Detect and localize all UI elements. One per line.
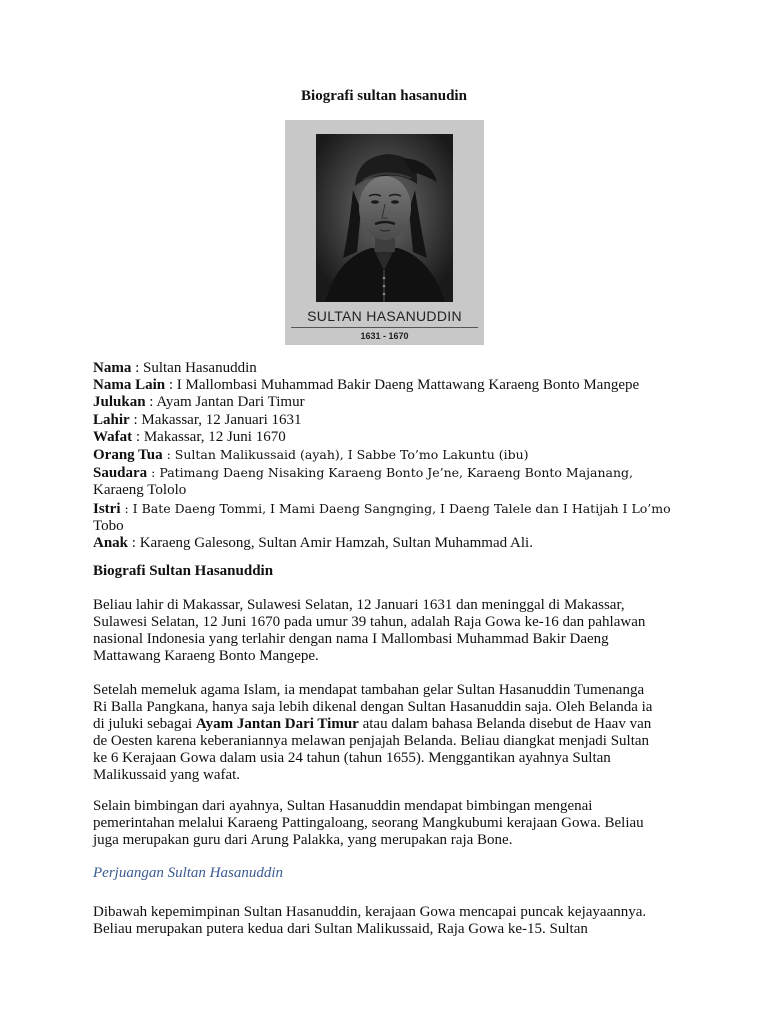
info-label: Saudara	[93, 465, 148, 482]
paragraph-text: atau dalam bahasa Belanda disebut de Haav van	[358, 716, 652, 732]
info-value: : Karaeng Galesong, Sultan Amir Hamzah, Sultan Muhammad Ali.	[128, 535, 533, 552]
info-label: Istri	[93, 500, 121, 517]
info-label: Nama Lain	[93, 377, 166, 394]
info-value: : Patimang Daeng Nisaking Karaeng Bonto Je’ne, Karaeng Bonto Majanang,	[147, 465, 634, 481]
info-value: : Sultan Malikussaid (ayah), I Sabbe To’mo Lakuntu (ibu)	[162, 447, 529, 463]
portrait-image	[285, 120, 484, 345]
paragraph-line: Ri Balla Pangkana, hanya saja lebih dikenal dengan Sultan Hasanuddin saja. Oleh Belanda ia	[93, 699, 653, 715]
paragraph-line: Mattawang Karaeng Bonto Mangepe.	[93, 648, 319, 664]
paragraph-line: Beliau merupakan putera kedua dari Sultan Malikussaid, Raja Gowa ke-15. Sultan	[93, 921, 588, 937]
info-row-saudara-cont	[93, 482, 693, 499]
info-row-wafat	[93, 429, 693, 446]
paragraph-line: ke 6 Kerajaan Gowa dalam usia 24 tahun (tahun 1655). Menggantikan ayahnya Sultan	[93, 750, 611, 766]
info-row-lahir	[93, 412, 693, 429]
paragraph-line: Dibawah kepemimpinan Sultan Hasanuddin, kerajaan Gowa mencapai puncak kejayaannya.	[93, 904, 647, 920]
paragraph-bold-text: Ayam Jantan Dari Timur	[195, 716, 359, 732]
info-value: : Ayam Jantan Dari Timur	[145, 394, 305, 411]
portrait-rule	[291, 327, 478, 328]
info-value: : Sultan Hasanuddin	[131, 360, 257, 376]
paragraph-guidance	[93, 798, 683, 849]
paragraph-title	[93, 682, 683, 784]
info-value-continued: Tobo	[93, 517, 124, 534]
info-label: Wafat	[93, 428, 133, 445]
info-row-istri-cont	[93, 518, 693, 535]
paragraph-line: nasional Indonesia yang terlahir dengan nama I Mallombasi Muhammad Bakir Daeng	[93, 631, 609, 647]
paragraph-line: Malikussaid yang wafat.	[93, 767, 241, 783]
info-row-nama	[93, 360, 693, 377]
info-row-nama-lain	[93, 377, 693, 394]
paragraph-line: Selain bimbingan dari ayahnya, Sultan Hasanuddin mendapat bimbingan mengenai	[93, 798, 593, 814]
paragraph-line: pemerintahan melalui Karaeng Pattingaloang, seorang Mangkubumi kerajaan Gowa. Beliau	[93, 815, 644, 831]
profile-info	[93, 360, 693, 552]
section-heading-perjuangan: Perjuangan Sultan Hasanuddin	[93, 865, 283, 881]
paragraph-line: de Oesten karena keberaniannya melawan penjajah Belanda. Beliau diangkat menjadi Sultan	[93, 733, 650, 749]
info-value: : I Bate Daeng Tommi, I Mami Daeng Sangnging, I Daeng Talele dan I Hatijah I Lo’mo	[120, 500, 671, 516]
info-label: Julukan	[93, 394, 146, 411]
info-row-orang-tua	[93, 446, 693, 464]
document-title: Biografi sultan hasanudin	[301, 88, 467, 104]
portrait-caption: SULTAN HASANUDDIN	[307, 308, 462, 324]
paragraph-line: Beliau lahir di Makassar, Sulawesi Selatan, 12 Januari 1631 dan meninggal di Makassar,	[93, 597, 625, 613]
info-label: Lahir	[93, 411, 130, 428]
info-label: Orang Tua	[93, 447, 163, 464]
paragraph-line: Setelah memeluk agama Islam, ia mendapat tambahan gelar Sultan Hasanuddin Tumenanga	[93, 682, 645, 698]
paragraph-birth	[93, 597, 683, 665]
info-row-anak	[93, 535, 693, 552]
info-value-continued: Karaeng Tololo	[93, 482, 187, 499]
paragraph-leadership	[93, 904, 683, 938]
paragraph-line	[93, 716, 683, 733]
section-heading-biografi: Biografi Sultan Hasanuddin	[93, 563, 274, 579]
paragraph-text: di juluki sebagai	[93, 716, 196, 732]
info-row-istri	[93, 500, 693, 518]
info-value: : Makassar, 12 Juni 1670	[132, 428, 286, 445]
paragraph-line: Sulawesi Selatan, 12 Juni 1670 pada umur 39 tahun, adalah Raja Gowa ke-16 dan pahlawan	[93, 614, 646, 630]
info-value: : I Mallombasi Muhammad Bakir Daeng Mattawang Karaeng Bonto Mangepe	[165, 377, 640, 394]
info-label: Nama	[93, 360, 132, 376]
portrait-years: 1631 - 1670	[360, 331, 409, 341]
info-value: : Makassar, 12 Januari 1631	[129, 411, 302, 428]
info-row-saudara	[93, 464, 693, 482]
paragraph-line: juga merupakan guru dari Arung Palakka, yang merupakan raja Bone.	[93, 832, 513, 848]
info-row-julukan	[93, 394, 693, 411]
info-label: Anak	[93, 535, 129, 552]
